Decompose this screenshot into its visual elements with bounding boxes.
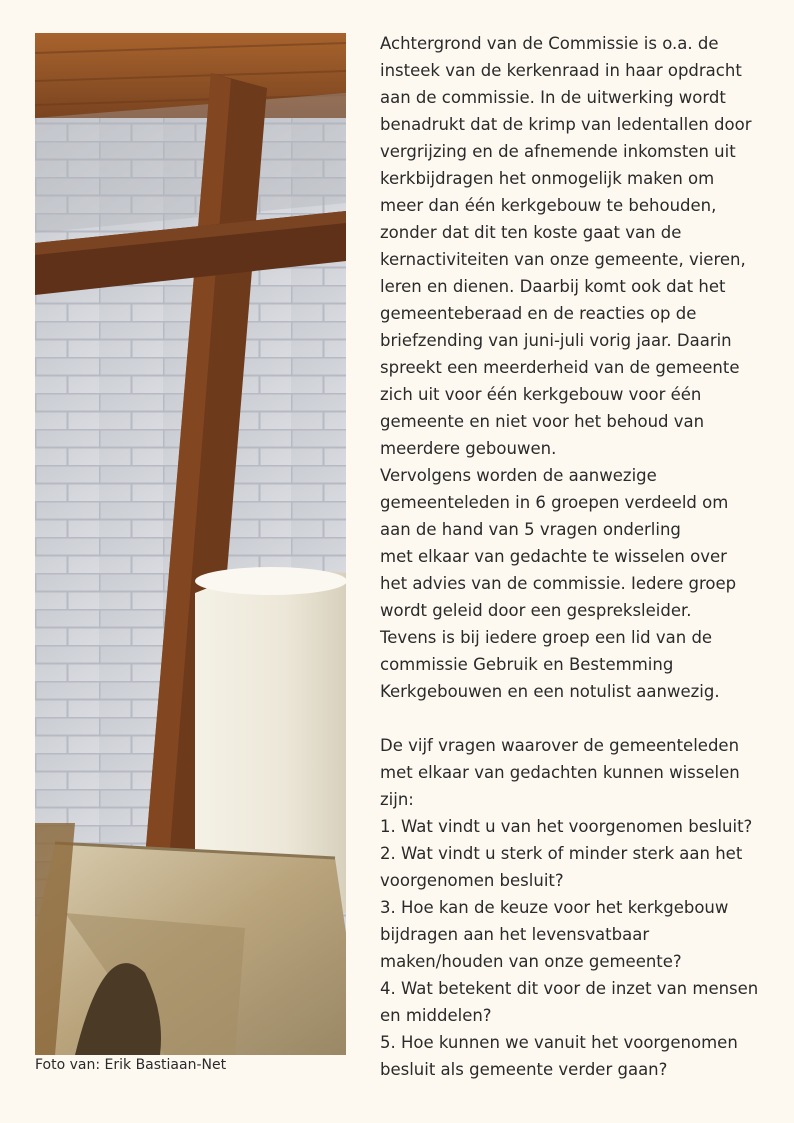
article-line: 3. Hoe kan de keuze voor het kerkgebouw [380,898,729,917]
article-line: besluit als gemeente verder gaan? [380,1060,668,1079]
article-line: gemeente en niet voor het behoud van [380,412,705,431]
article-line: kernactiviteiten van onze gemeente, vieren, [380,250,746,269]
article-line: 4. Wat betekent dit voor de inzet van mensen [380,979,759,998]
article-line: het advies van de commissie. Iedere groep [380,574,737,593]
article-line: gemeenteleden in 6 groepen verdeeld om [380,493,729,512]
article-line: vergrijzing en de afnemende inkomsten uit [380,142,736,161]
article-line: kerkbijdragen het onmogelijk maken om [380,169,715,188]
article-line: Kerkgebouwen en een notulist aanwezig. [380,682,720,701]
article-line: insteek van de kerkenraad in haar opdracht [380,61,742,80]
article-line: 2. Wat vindt u sterk of minder sterk aan het [380,844,743,863]
article-line: en middelen? [380,1006,492,1025]
cross-candle-photo [35,33,346,1055]
article-line: zijn: [380,790,414,809]
article-line: Tevens is bij iedere groep een lid van de [380,628,713,647]
article-line: spreekt een meerderheid van de gemeente [380,358,740,377]
article-line: commissie Gebruik en Bestemming [380,655,674,674]
article-line: Achtergrond van de Commissie is o.a. de [380,34,719,53]
article-line: meerdere gebouwen. [380,439,557,458]
article-line: De vijf vragen waarover de gemeenteleden [380,736,740,755]
article-line: zich uit voor één kerkgebouw voor één [380,385,702,404]
article-line: bijdragen aan het levensvatbaar [380,925,650,944]
article-line: benadrukt dat de krimp van ledentallen door [380,115,752,134]
article-line: briefzending van juni-juli vorig jaar. Daarin [380,331,732,350]
article-line: voorgenomen besluit? [380,871,564,890]
article-line: gemeenteberaad en de reacties op de [380,304,697,323]
article-line: wordt geleid door een gespreksleider. [380,601,692,620]
article-line: aan de commissie. In de uitwerking wordt [380,88,726,107]
cross-candle-illustration [35,33,346,1055]
article-line: leren en dienen. Daarbij komt ook dat het [380,277,726,296]
article-line: 1. Wat vindt u van het voorgenomen besluit? [380,817,753,836]
photo-caption: Foto van: Erik Bastiaan-Net [35,1057,227,1073]
article-line: met elkaar van gedachten kunnen wisselen [380,763,740,782]
article-line: maken/houden van onze gemeente? [380,952,682,971]
article-line [380,705,785,732]
article-line: 5. Hoe kunnen we vanuit het voorgenomen [380,1033,738,1052]
article-line: zonder dat dit ten koste gaat van de [380,223,682,242]
article-line: aan de hand van 5 vragen onderling [380,520,681,539]
article-line: met elkaar van gedachte te wisselen over [380,547,727,566]
article-text [380,30,785,1083]
article-line: meer dan één kerkgebouw te behouden, [380,196,717,215]
article-line: Vervolgens worden de aanwezige [380,466,657,485]
